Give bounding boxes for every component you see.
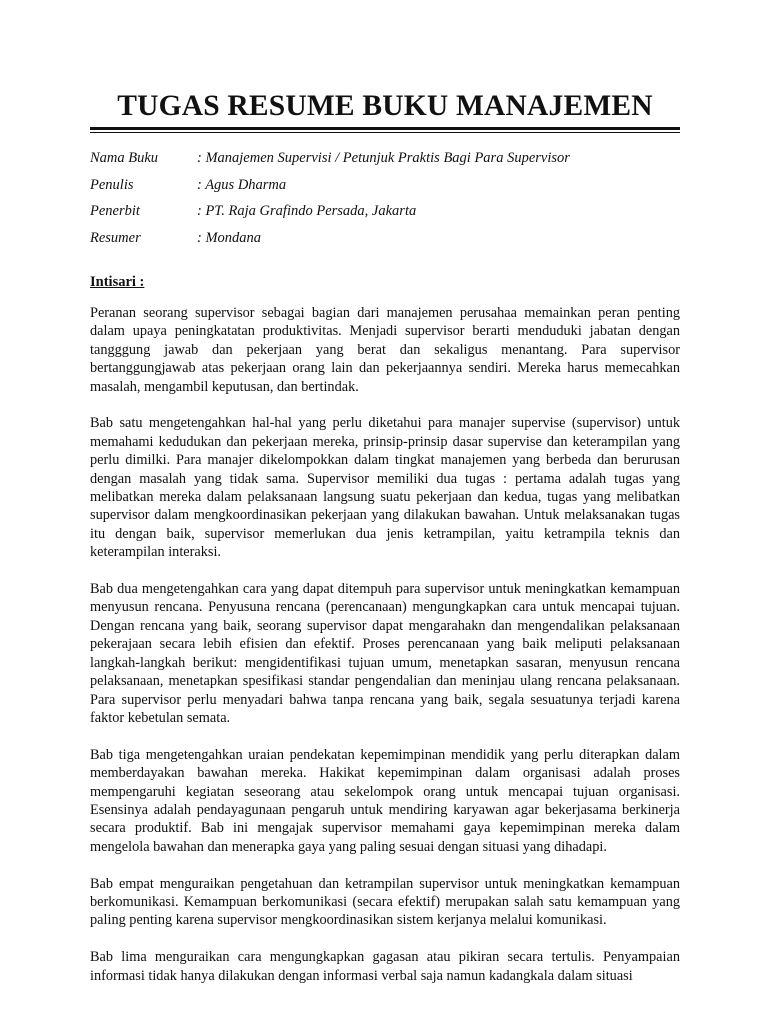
- book-info-value: : Mondana: [197, 229, 262, 246]
- book-info: [90, 148, 680, 254]
- section-heading: Intisari :: [90, 274, 145, 290]
- book-info-row-resumer: [90, 228, 680, 255]
- paragraph: Bab lima menguraikan cara mengungkapkan gagasan atau pikiran secara tertulis. Penyampaian informasi tidak hanya dilakukan dengan informasi verbal saja namun kadangkala dalam situasi: [90, 949, 680, 984]
- book-info-value: : Manajemen Supervisi / Petunjuk Praktis Bagi Para Supervisor: [197, 150, 570, 166]
- book-info-row-title: [90, 148, 680, 175]
- paragraph: Bab empat menguraikan pengetahuan dan ketrampilan supervisor untuk meningkatkan kemampuan berkomunikasi. Kemampuan berkomunikasi (secara efektif) merupakan salah satu kemampuan yang paling penting karena supervisor mengkoordinasikan sistem kerjanya melalui komunikasi.: [90, 875, 680, 929]
- body-text: [90, 304, 680, 1004]
- title-underline-thick: [90, 127, 680, 130]
- book-info-value: : Agus Dharma: [197, 176, 287, 193]
- page-title: TUGAS RESUME BUKU MANAJEMEN: [117, 90, 653, 122]
- book-info-row-publisher: [90, 201, 680, 228]
- book-info-label: Penerbit: [90, 203, 140, 219]
- paragraph: Bab dua mengetengahkan cara yang dapat ditempuh para supervisor untuk meningkatkan kemampuan menyusun rencana. Penyusuna rencana (perencanaan) mengungkapkan cara untuk mencapai tujuan. Dengan rencana yang baik, seorang supervisor dapat mengarahakn dan mengendalikan pelaksanaan pekerajaan secara lebih efisien dan efektif. Proses perencanaan yang baik meliputi pelaksanaan langkah-langkah berikut: mengidentifikasi tujuan umum, menetapkan sasaran, menyusun rencana pelaksanaan, menetapkan spesifikasi standar pengendalian dan meninjau ulang rencana pelaksanaan. Para supervisor perlu menyadari bahwa tanpa rencana yang baik, segala sesuatunya terjadi karena faktor kebetulan semata.: [90, 581, 680, 726]
- paragraph: Bab satu mengetengahkan hal-hal yang perlu diketahui para manajer supervise (supervisor) untuk memahami kedudukan dan pekerjaan mereka, prinsip-prinsip dasar supervise dan keterampilan yang perlu dimilki. Para manajer dikelompokkan dalam tingkat manajemen yang berbeda dan berurusan dengan masalah yang tidak sama. Supervisor memiliki dua tugas : pertama adalah tugas yang melibatkan mereka dalam pelaksanaan langsung suatu pekerjaan dan kedua, tugas yang melibatkan supervisor dalam mengkoordinasikan pekerjaan yang dilakukan bawahan. Untuk melaksanakan tugas itu dengan baik, supervisor memerlukan dua jenis ketrampilan, yaitu ketrampila teknis dan keterampilan interaksi.: [90, 415, 680, 561]
- book-info-row-author: [90, 175, 680, 202]
- book-info-label: Penulis: [90, 176, 134, 193]
- paragraph: Peranan seorang supervisor sebagai bagian dari manajemen perusahaa memainkan peran penting dalam upaya peningkatatan produktivitas. Menjadi supervisor berarti menduduki jabatan dengan tangggung jawab dan pekerjaan yang berat dan sekaligus menantang. Para supervisor bertanggungjawab atas pekerjaan orang lain dan pekerjaannya sendiri. Mereka harus memecahkan masalah, mengambil keputusan, dan bertindak.: [90, 305, 680, 395]
- book-info-label: Nama Buku: [90, 150, 159, 166]
- book-info-label: Resumer: [90, 229, 141, 246]
- title-underline-thin: [90, 132, 680, 133]
- book-info-value: : PT. Raja Grafindo Persada, Jakarta: [197, 203, 417, 219]
- paragraph: Bab tiga mengetengahkan uraian pendekatan kepemimpinan mendidik yang perlu diterapkan dalam memberdayakan bawahan mereka. Hakikat kepemimpinan dalam organisasi adalah proses mempengaruhi kegiatan seseorang atau sekelompok orang untuk mencapai tujuan organisasi. Esensinya adalah pendayagunaan pengaruh untuk mendiring karyawan agar bekerjasama berkinerja secara produktif. Bab ini mengajak supervisor memahami gaya kepemimpinan mereka dalam mengelola bawahan dan menerapka gaya yang paling sesuai dengan situasi yang dihadapi.: [90, 746, 680, 855]
